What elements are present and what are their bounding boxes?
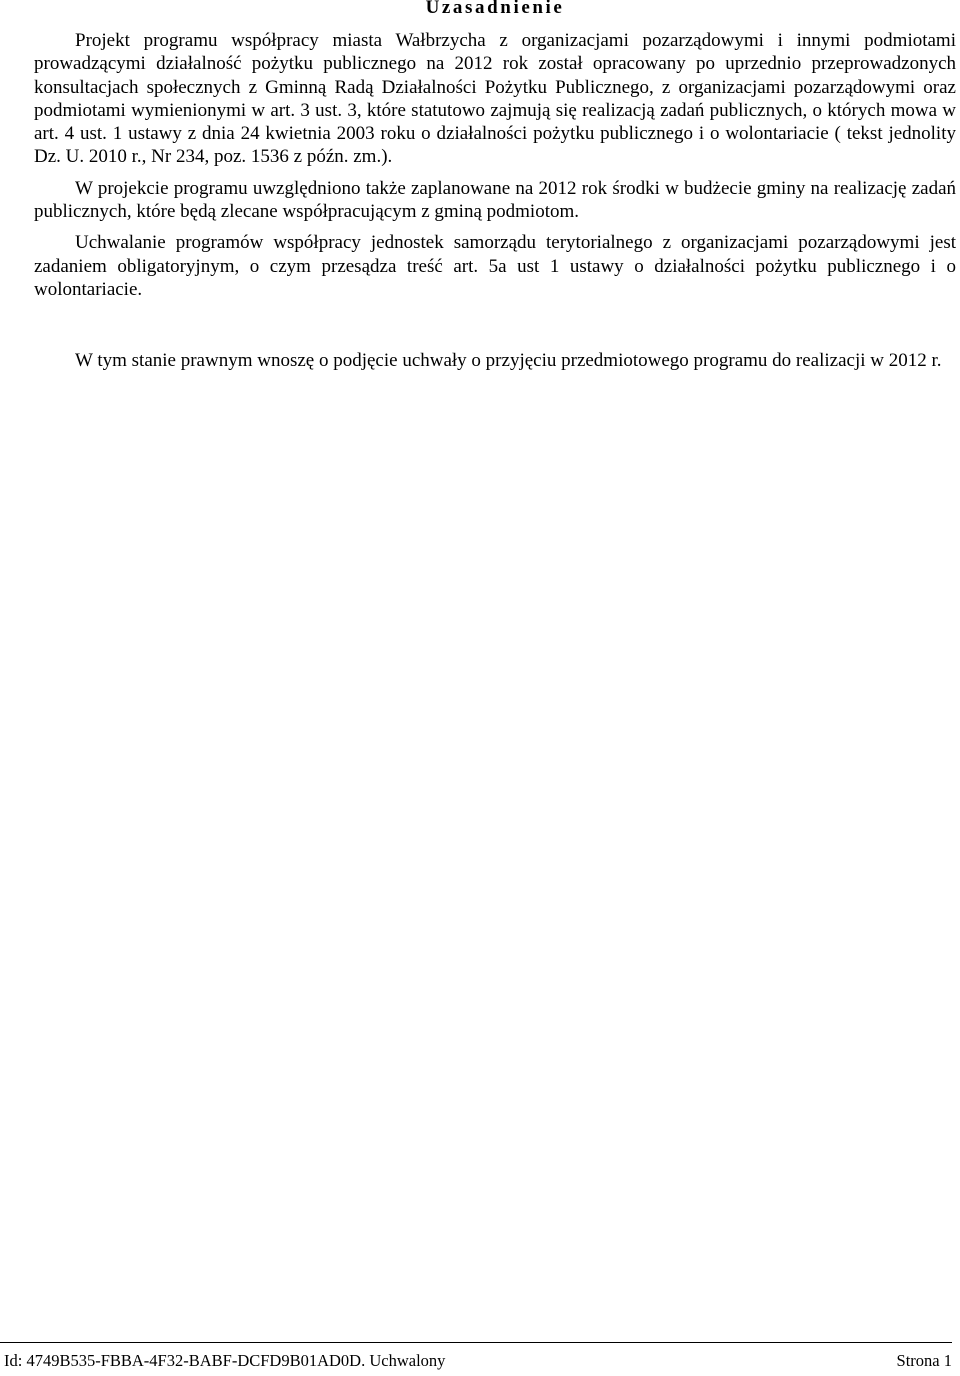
footer-divider xyxy=(0,1342,952,1343)
paragraph-4: W tym stanie prawnym wnoszę o podjęcie uchwały o przyjęciu przedmiotowego programu do realizacji w 2012 r. xyxy=(75,350,942,372)
page-number: Strona 1 xyxy=(896,1351,952,1370)
document-title: Uzasadnienie xyxy=(425,0,565,18)
paragraph-2: W projekcie programu uwzględniono także zaplanowane na 2012 rok środki w budżecie gminy na realizację zadań publicznych, które będą zlecane współpracującym z gminą podmiotom. xyxy=(34,177,956,223)
document-page xyxy=(34,0,956,373)
paragraph-1: Projekt programu współpracy miasta Wałbrzycha z organizacjami pozarządowymi i innymi podmiotami prowadzącymi działalność pożytku publicznego na 2012 rok został opracowany po uprzednio przeprowadzonych konsultacjach społecznych z Gminną Radą Działalności Pożytku Publicznego, z organizacjami pozarządowymi oraz podmiotami wymienionymi w art. 3 ust. 3, które statutowo zajmują się realizacją zadań publicznych, o których mowa w art. 4 ust. 1 ustawy z dnia 24 kwietnia 2003 roku o działalności pożytku publicznego i o wolontariacie ( tekst jednolity Dz. U. 2010 r., Nr 234, poz. 1536 z późn. zm.). xyxy=(34,30,956,168)
paragraph-3: Uchwalanie programów współpracy jednostek samorządu terytorialnego z organizacjami pozarządowymi jest zadaniem obligatoryjnym, o czym przesądza treść art. 5a ust 1 ustawy o działalności pożytku publicznego i o wolontariacie. xyxy=(34,232,956,300)
page-footer xyxy=(4,1346,952,1376)
document-id: Id: 4749B535-FBBA-4F32-BABF-DCFD9B01AD0D. Uchwalony xyxy=(4,1351,446,1370)
